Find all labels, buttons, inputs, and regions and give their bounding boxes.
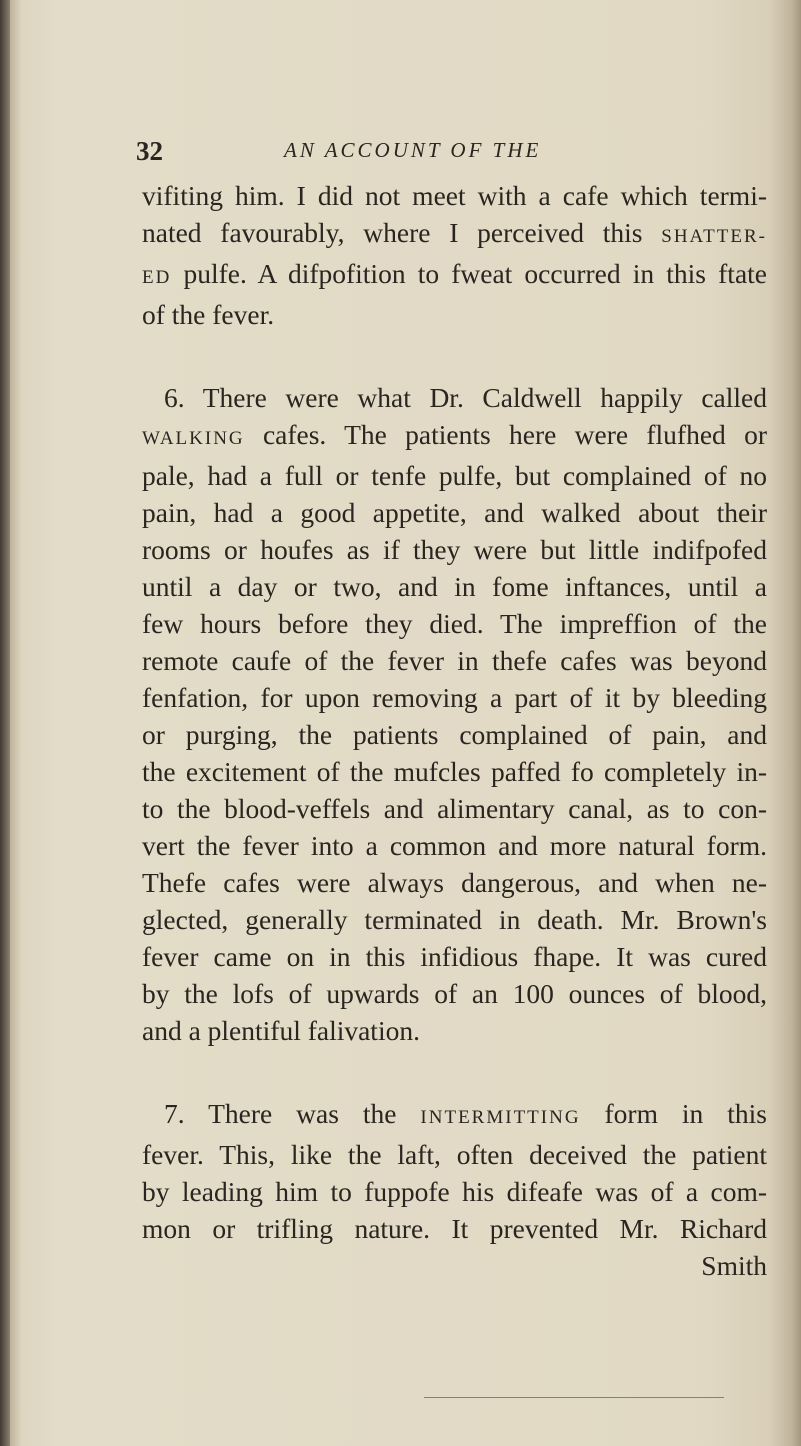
text-line: of the fever. [142, 299, 275, 330]
text-line: the excitement of the mufcles paffed fo completely in- [142, 756, 767, 787]
text-line: 7. There was the INTERMITTING form in this [164, 1098, 767, 1129]
page-binding-shadow [0, 0, 10, 1446]
small-caps-term: WALKING [142, 428, 245, 449]
running-head: AN ACCOUNT OF THE [284, 138, 542, 162]
small-caps-term: ED [142, 267, 172, 288]
text-line: pale, had a full or tenfe pulfe, but complained of no [142, 460, 767, 491]
text-line: vifiting him. I did not meet with a cafe which termi- [142, 180, 767, 211]
text-line: Thefe cafes were always dangerous, and when ne- [142, 867, 767, 898]
paragraph [142, 177, 767, 333]
text-line: ED pulfe. A difpofition to fweat occurred in this ftate [142, 258, 767, 289]
catchword: Smith [701, 1250, 767, 1281]
text-line: until a day or two, and in fome inftances, until a [142, 571, 767, 602]
text-line: vert the fever into a common and more natural form. [142, 830, 767, 861]
text-line: remote caufe of the fever in thefe cafes was beyond [142, 645, 767, 676]
text-line: fenfation, for upon removing a part of it by bleeding [142, 682, 767, 713]
text-line: fever. This, like the laft, often deceived the patient [142, 1139, 767, 1170]
paragraph-number: 6. [164, 382, 185, 413]
body-text [142, 177, 767, 1284]
paragraph [142, 379, 767, 1049]
page-number: 32 [136, 136, 163, 166]
bottom-rule [424, 1397, 724, 1398]
text-line: WALKING cafes. The patients here were flufhed or [142, 419, 767, 450]
text-line: nated favourably, where I perceived this SHATTER- [142, 217, 767, 248]
text-line: rooms or houfes as if they were but little indifpofed [142, 534, 767, 565]
text-line: and a plentiful falivation. [142, 1015, 420, 1046]
text-line: glected, generally terminated in death. Mr. Brown's [142, 904, 767, 935]
small-caps-term: INTERMITTING [420, 1107, 581, 1128]
text-line: or purging, the patients complained of pain, and [142, 719, 767, 750]
text-line: by the lofs of upwards of an 100 ounces of blood, [142, 978, 767, 1009]
text-line: to the blood-veffels and alimentary canal, as to con- [142, 793, 767, 824]
text-line: 6. There were what Dr. Caldwell happily called [164, 382, 767, 413]
text-line: pain, had a good appetite, and walked about their [142, 497, 767, 528]
small-caps-term: SHATTER- [661, 226, 767, 247]
paragraph-number: 7. [164, 1098, 185, 1129]
paragraph [142, 1095, 767, 1284]
page-header [136, 136, 736, 172]
text-line: fever came on in this infidious fhape. It was cured [142, 941, 767, 972]
text-line: by leading him to fuppofe his difeafe was of a com- [142, 1176, 767, 1207]
text-line: few hours before they died. The impreffion of the [142, 608, 767, 639]
text-line: mon or trifling nature. It prevented Mr. Richard [142, 1213, 767, 1244]
